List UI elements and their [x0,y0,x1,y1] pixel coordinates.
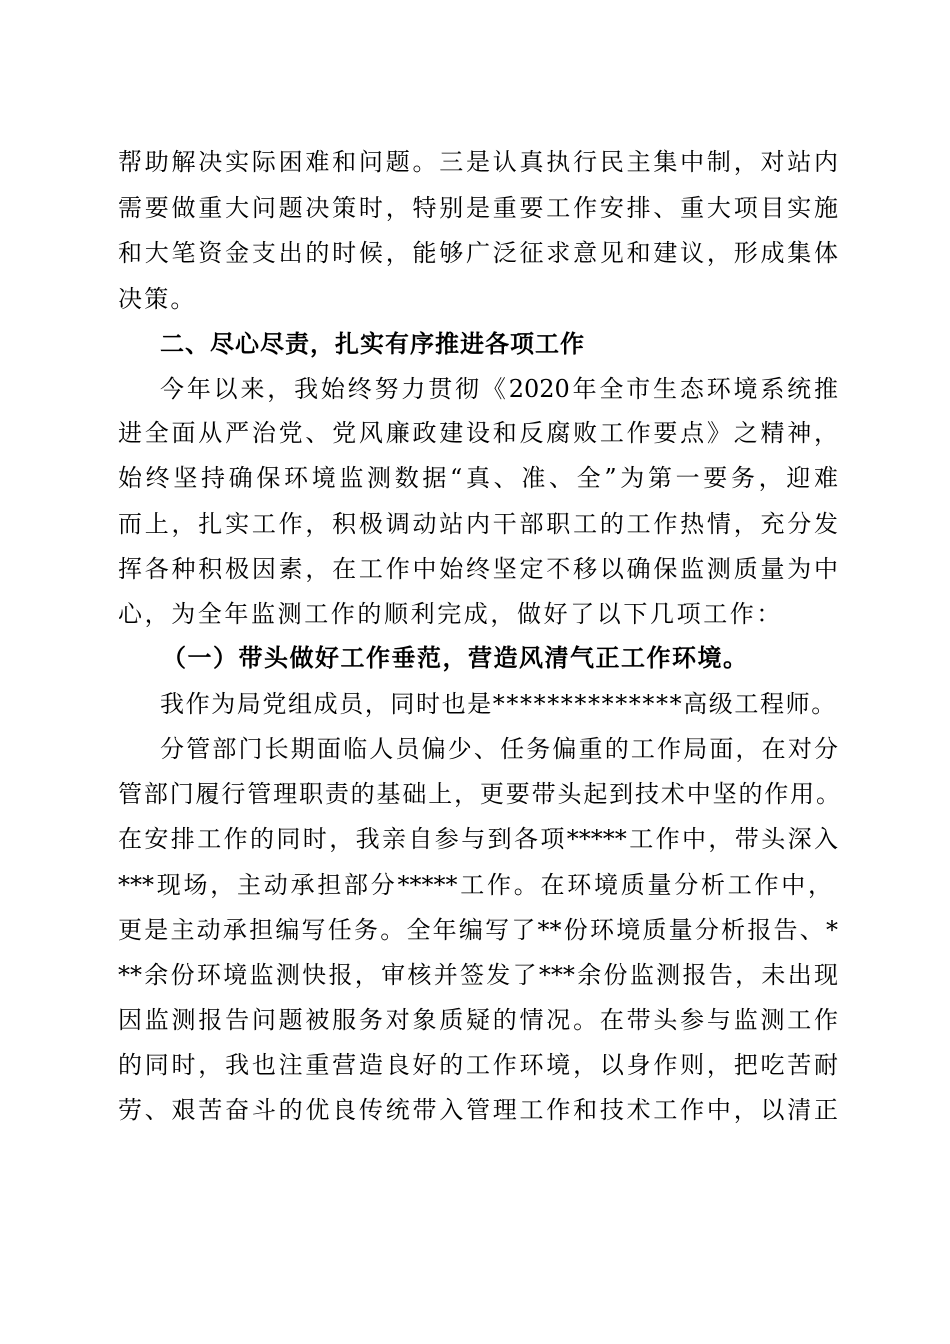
paragraph-line: 在安排工作的同时，我亲自参与到各项*****工作中，带头深入 [118,825,838,853]
paragraph-line: 今年以来，我始终努力贯彻《2020年全市生态环境系统推 [160,375,838,403]
paragraph-line: 和大笔资金支出的时候，能够广泛征求意见和建议，形成集体 [118,239,838,267]
paragraph-line: ***现场，主动承担部分*****工作。在环境质量分析工作中， [118,871,832,899]
paragraph-line: 而上，扎实工作，积极调动站内干部职工的工作热情，充分发 [118,510,838,538]
section-heading: 二、尽心尽责，扎实有序推进各项工作 [160,330,585,358]
paragraph-line: 的同时，我也注重营造良好的工作环境，以身作则，把吃苦耐 [118,1051,838,1079]
paragraph-line: 我作为局党组成员，同时也是**************高级工程师。 [160,690,837,718]
paragraph-line: 管部门履行管理职责的基础上，更要带头起到技术中坚的作用。 [118,780,840,808]
paragraph-line: 挥各种积极因素，在工作中始终坚定不移以确保监测质量为中 [118,555,838,583]
paragraph-line: 分管部门长期面临人员偏少、任务偏重的工作局面，在对分 [160,735,838,763]
paragraph-line: **余份环境监测快报，审核并签发了***余份监测报告，未出现 [118,961,838,989]
paragraph-line: 心，为全年监测工作的顺利完成，做好了以下几项工作： [118,600,783,628]
paragraph-line: 进全面从严治党、党风廉政建设和反腐败工作要点》之精神， [118,419,838,447]
subsection-heading: （一）带头做好工作垂范，营造风清气正工作环境。 [162,643,749,672]
paragraph-line: 更是主动承担编写任务。全年编写了**份环境质量分析报告、* [118,916,838,944]
paragraph-line: 因监测报告问题被服务对象质疑的情况。在带头参与监测工作 [118,1006,838,1034]
paragraph-line: 决策。 [118,285,197,313]
paragraph-line: 需要做重大问题决策时，特别是重要工作安排、重大项目实施 [118,194,838,222]
paragraph-line: 劳、艰苦奋斗的优良传统带入管理工作和技术工作中，以清正 [118,1096,838,1124]
paragraph-line: 帮助解决实际困难和问题。三是认真执行民主集中制，对站内 [118,148,838,176]
paragraph-line: 始终坚持确保环境监测数据“真、准、全”为第一要务，迎难 [118,464,838,492]
